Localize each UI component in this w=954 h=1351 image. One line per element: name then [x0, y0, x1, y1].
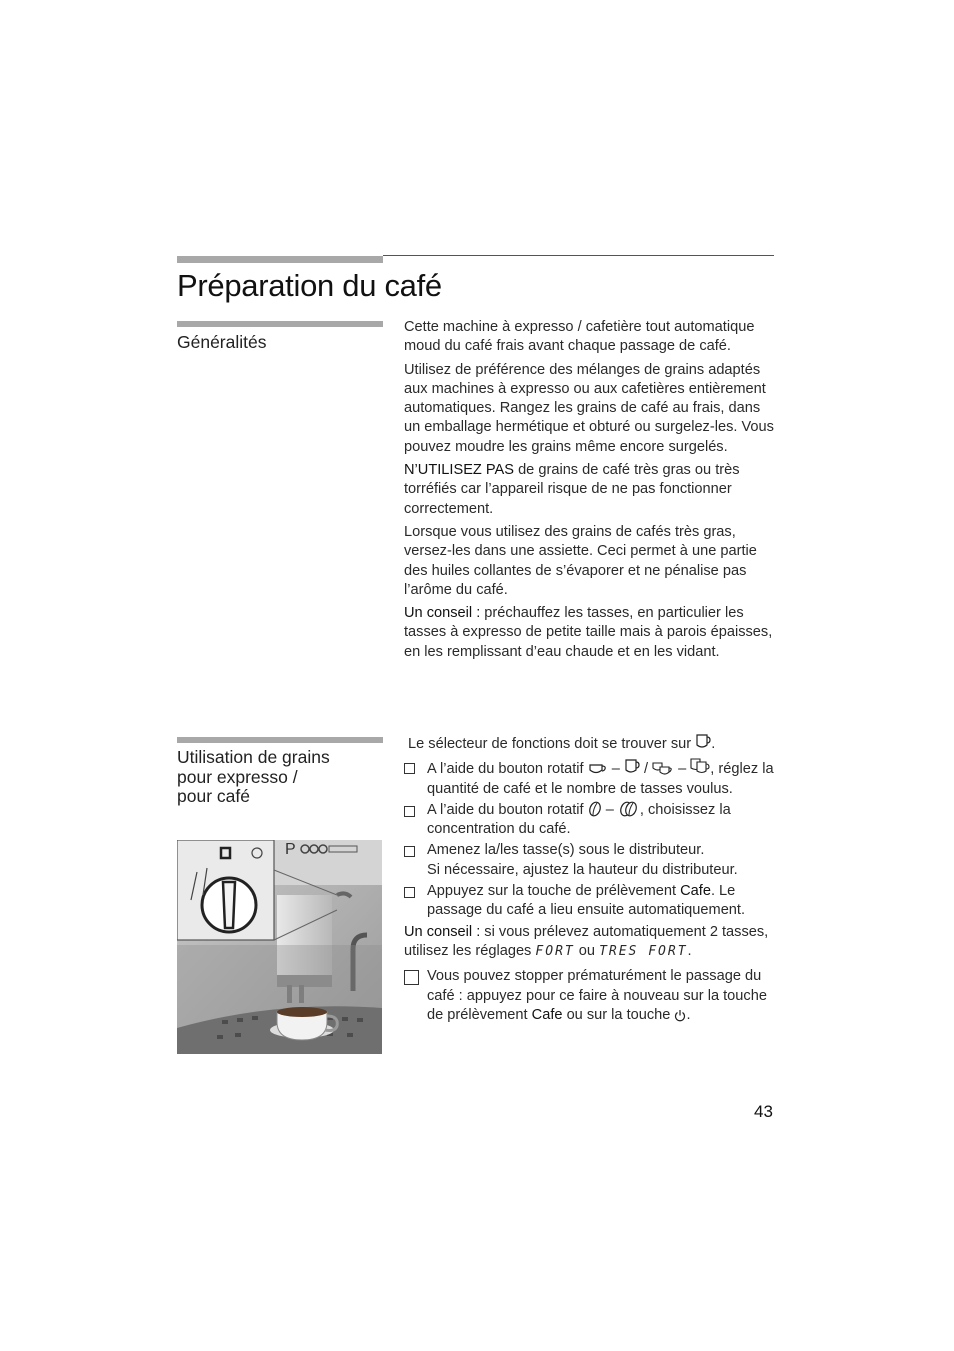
- tip-paragraph: [404, 604, 776, 662]
- note-item: Vous pouvez stopper prématurément le passage du café : appuyez pour ce faire à nouveau sur la touche de prélèvement Cafe ou sur la touche .: [404, 967, 776, 1025]
- cafe-key-label: Cafe: [531, 1006, 563, 1023]
- step-text: , choisissez la concentration du café.: [427, 801, 731, 838]
- cup-icon: [624, 758, 640, 776]
- note-text: Vous pouvez stopper prématurément le passage du café : appuyez pour ce faire à nouveau sur la touche de prélèvement: [427, 968, 767, 1023]
- section-heading-utilisation: [177, 748, 330, 807]
- tip-text: ou: [574, 942, 600, 959]
- step-item: A l’aide du bouton rotatif – , choisissez la concentration du café.: [404, 801, 776, 840]
- display-setting-fort: FORT: [535, 943, 575, 959]
- tip-text: préchauffez les tasses, en particulier les tasses à expresso de petite taille mais à parois épaisses, en les remplissant d’eau chaude et en les vidant.: [404, 605, 773, 660]
- heading-line: pour expresso /: [177, 766, 298, 787]
- power-icon: [674, 1009, 686, 1022]
- step-text: Amenez la/les tasse(s) sous le distributeur.: [427, 842, 705, 859]
- step-item: A l’aide du bouton rotatif – / – , réglez la quantité de café et le nombre de tasses voulus.: [404, 758, 776, 799]
- checkbox-icon: [404, 887, 415, 898]
- paragraph: Lorsque vous utilisez des grains de cafés très gras, versez-les dans une assiette. Ceci permet à une partie des huiles collantes de s’évaporer et ne pénalise pas l’arôme du café.: [404, 523, 757, 598]
- section-heading-generalites: Généralités: [177, 332, 267, 352]
- step-text: Appuyez sur la touche de prélèvement: [427, 883, 677, 900]
- section-rule-generalites: [177, 321, 383, 327]
- warning-strong: N’UTILISEZ PAS: [404, 462, 515, 479]
- step-text: Si nécessaire, ajustez la hauteur du distributeur.: [427, 861, 738, 878]
- page-title: Préparation du café: [177, 268, 442, 303]
- checkbox-icon: [404, 846, 415, 857]
- cafe-key-label: Cafe: [680, 883, 711, 900]
- coffee-machine-photo: [177, 840, 382, 1054]
- warning-text: de grains de café très gras ou très torréfiés car l’appareil risque de ne pas fonctionner correctement.: [404, 462, 740, 517]
- note-text: ou sur la touche: [566, 1006, 671, 1023]
- checkbox-icon: [404, 763, 415, 774]
- heading-line: Utilisation de grains: [177, 747, 330, 767]
- step-text: , réglez la quantité de café et le nombre de tasses voulus.: [427, 761, 774, 797]
- strong-bean-icon: [618, 801, 640, 817]
- tip-text: .: [687, 942, 692, 959]
- header-rule-thick: [177, 256, 383, 263]
- section-rule-utilisation: [177, 737, 383, 743]
- mild-bean-icon: [588, 801, 602, 817]
- display-setting-tres-fort: TRES FORT: [599, 943, 688, 959]
- generalites-text: [404, 318, 776, 666]
- two-cups-icon: [690, 758, 710, 776]
- tip-paragraph: [404, 923, 776, 962]
- small-cup-icon: [588, 762, 608, 776]
- step-text: A l’aide du bouton rotatif: [427, 761, 584, 778]
- intro-paragraph: Le sélecteur de fonctions doit se trouver sur .: [408, 733, 776, 754]
- two-cups-icon: [652, 760, 674, 776]
- tip-strong: Un conseil :: [404, 923, 481, 940]
- paragraph: Utilisez de préférence des mélanges de grains adaptés aux machines à expresso ou aux cafetières entièrement automatiques. Rangez les grains de café au frais, dans un emballage hermétique et obturé ou surgelez-les. Vous pouvez moudre les grains même encore surgelés.: [404, 361, 774, 455]
- step-text: . Le passage du café a lieu ensuite automatiquement.: [427, 883, 746, 919]
- tip-text: si vous prélevez automatiquement 2 tasses, utilisez les réglages: [404, 923, 769, 959]
- step-item: [404, 841, 776, 880]
- svg-text:P: P: [285, 841, 296, 858]
- tip-strong: Un conseil :: [404, 605, 481, 622]
- heading-line: pour café: [177, 786, 250, 806]
- paragraph: Cette machine à expresso / cafetière tout automatique moud du café frais avant chaque passage de café.: [404, 319, 755, 355]
- warning-paragraph: [404, 461, 776, 519]
- step-item: [404, 882, 776, 921]
- intro-text: Le sélecteur de fonctions doit se trouver sur: [408, 736, 692, 752]
- note-box-icon: [404, 970, 419, 985]
- cup-icon: [695, 733, 711, 751]
- utilisation-text: [404, 733, 776, 1027]
- step-text: A l’aide du bouton rotatif: [427, 801, 584, 818]
- checkbox-icon: [404, 806, 415, 817]
- header-rule-thin: [383, 255, 774, 256]
- page-number: 43: [754, 1102, 773, 1121]
